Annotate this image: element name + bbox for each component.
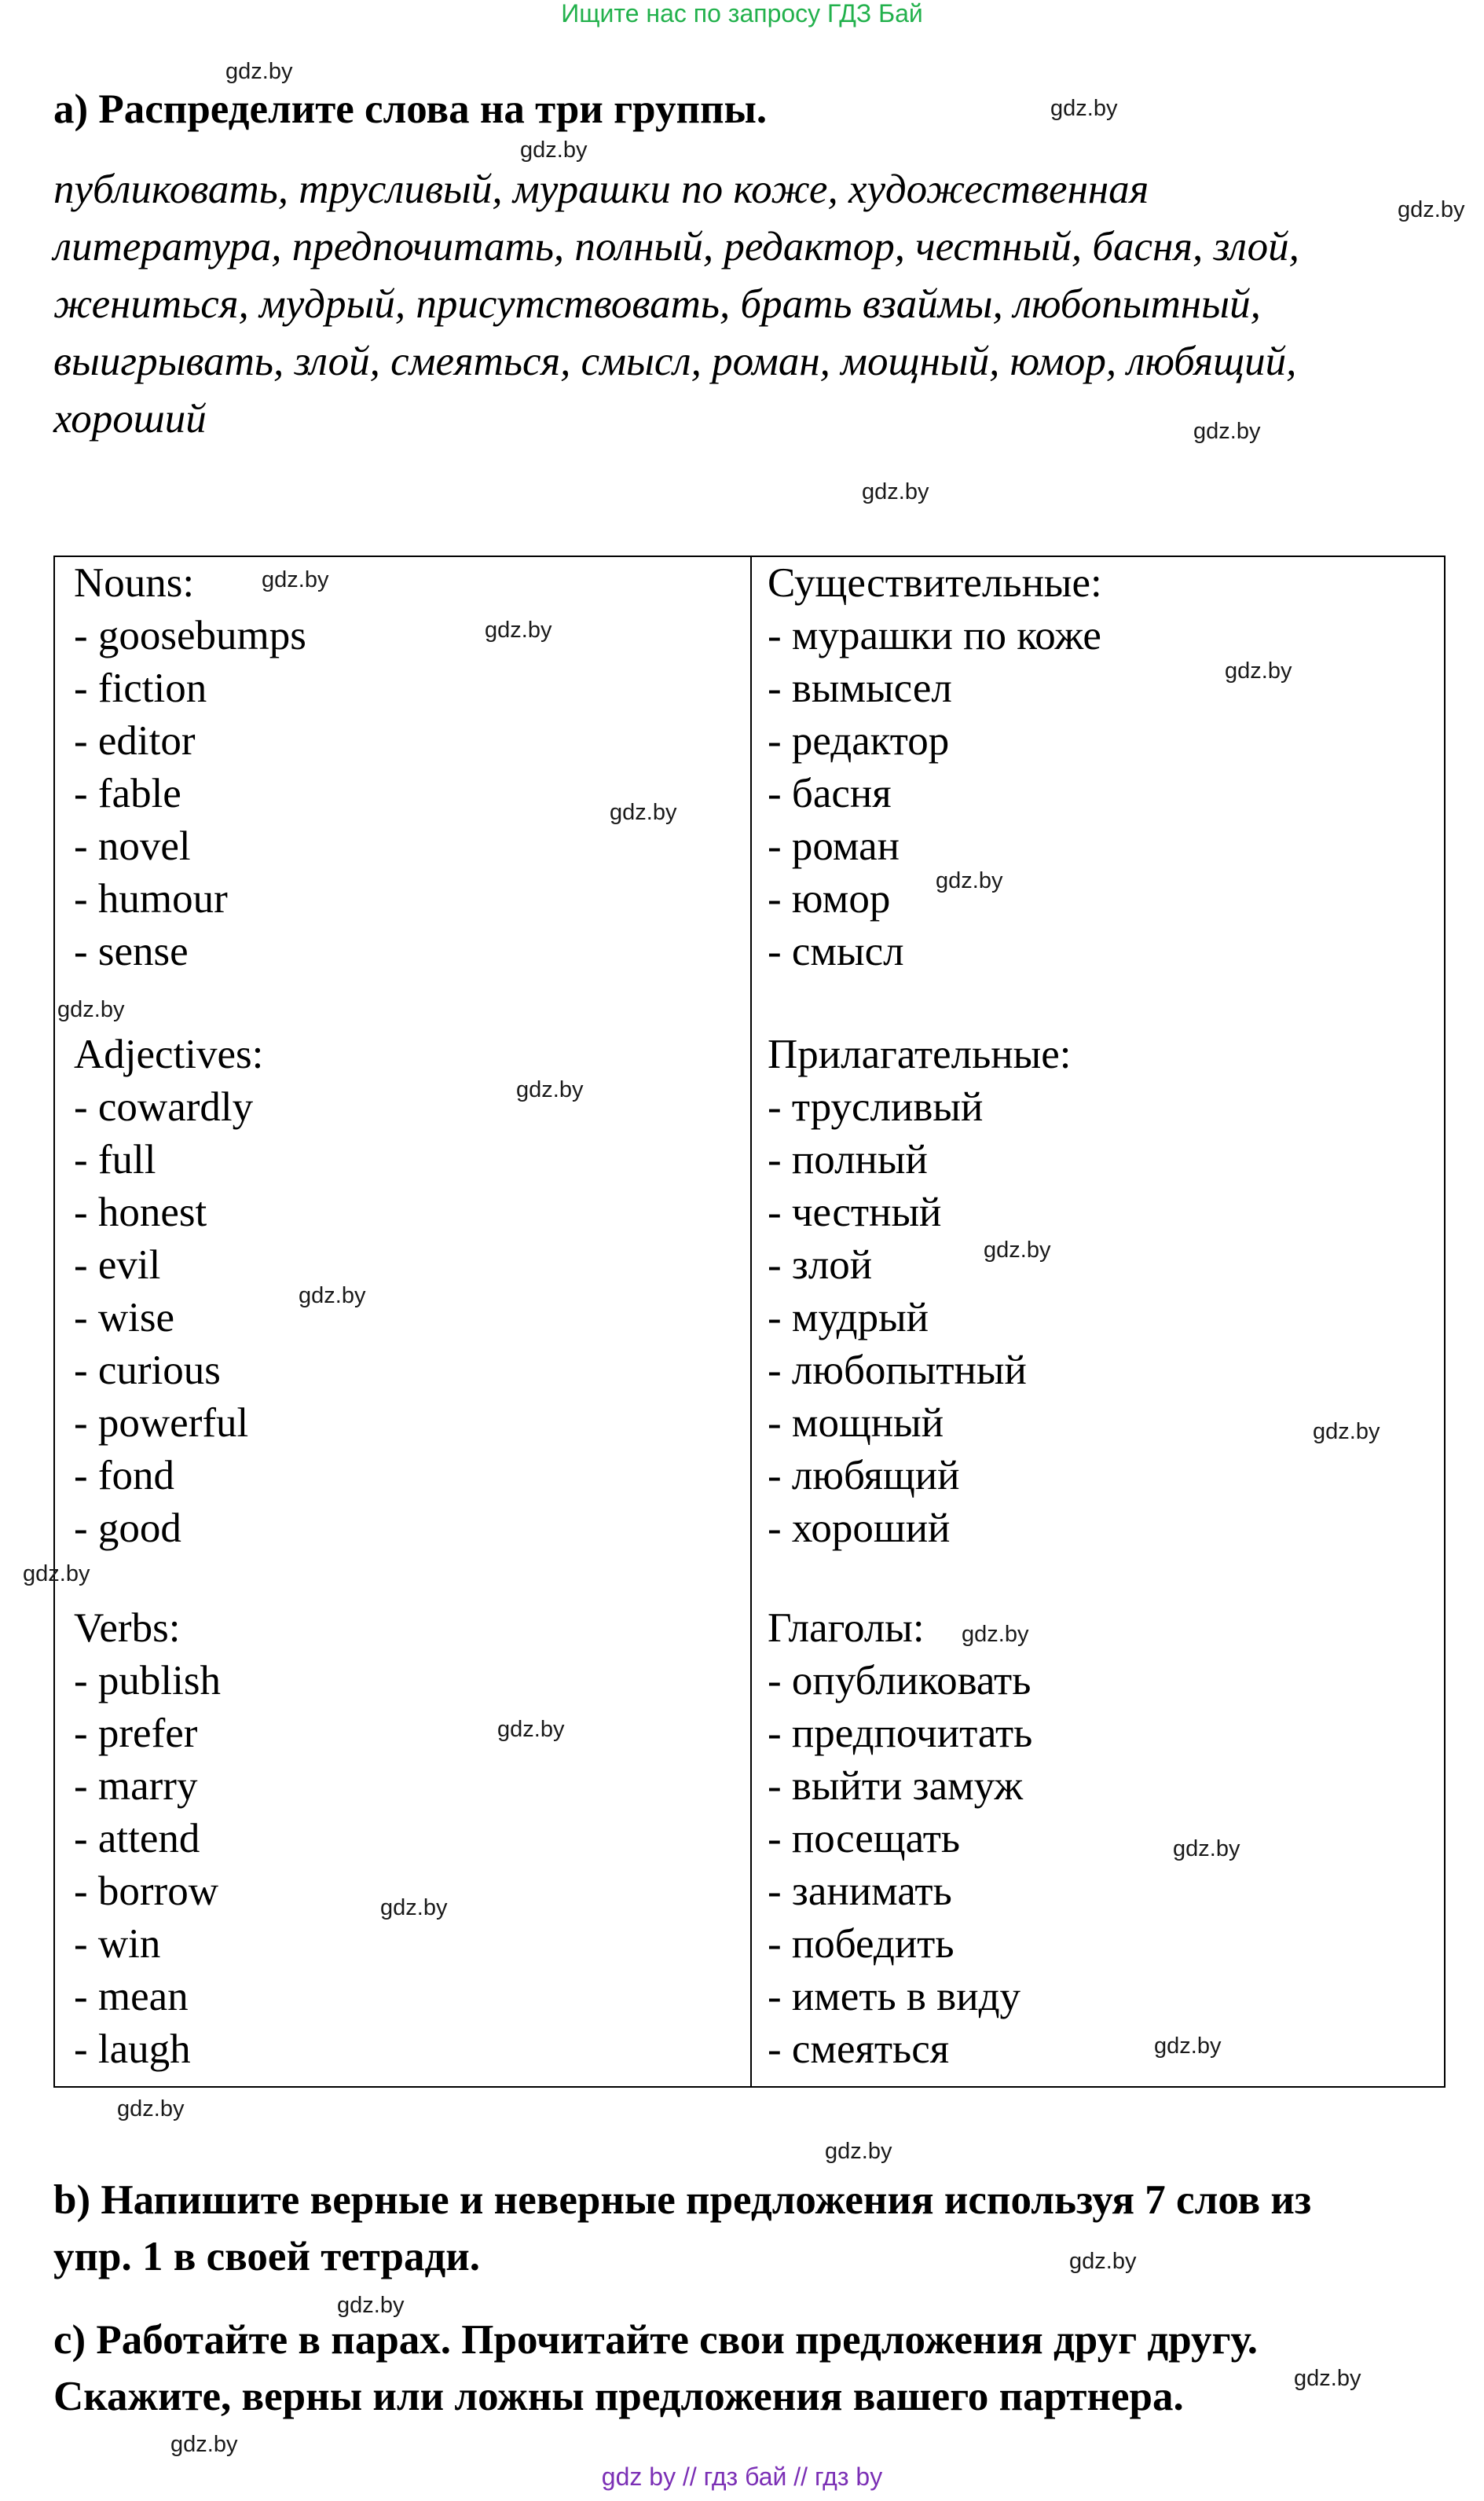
word-list-line: публиковать, трусливый, мурашки по коже, художественная xyxy=(53,167,1149,212)
bottom-banner[interactable]: gdz by // гдз бай // гдз by xyxy=(601,2462,883,2491)
word-list xyxy=(53,161,1444,448)
word-list-line: литература, предпочитать, полный, редактор, честный, басня, злой, xyxy=(53,224,1299,270)
watermark: gdz.by xyxy=(962,1622,1029,1647)
english-adjective: - evil xyxy=(74,1242,161,1288)
watermark: gdz.by xyxy=(862,479,929,504)
task-c-line-1: c) Работайте в парах. Прочитайте свои предложения друг другу. xyxy=(53,2317,1258,2363)
russian-noun: - редактор xyxy=(768,718,950,764)
russian-noun: - мурашки по коже xyxy=(768,613,1101,658)
watermark: gdz.by xyxy=(1154,2033,1222,2059)
english-noun: - goosebumps xyxy=(74,613,306,658)
english-verb: - marry xyxy=(74,1763,198,1809)
russian-verbs-group xyxy=(768,1602,1032,2076)
russian-verb: - посещать xyxy=(768,1816,961,1861)
english-adjectives-title: Adjectives: xyxy=(74,1032,264,1077)
watermark: gdz.by xyxy=(520,138,588,163)
watermark: gdz.by xyxy=(1313,1419,1380,1444)
english-verbs-title: Verbs: xyxy=(74,1605,181,1651)
watermark: gdz.by xyxy=(1173,1836,1240,1861)
watermark: gdz.by xyxy=(262,567,329,592)
russian-verb: - победить xyxy=(768,1921,955,1967)
watermark: gdz.by xyxy=(936,868,1003,893)
word-list-line: выигрывать, злой, смеяться, смысл, роман, мощный, юмор, любящий, xyxy=(53,339,1297,384)
russian-verb: - смеяться xyxy=(768,2026,950,2072)
word-list-line: жениться, мудрый, присутствовать, брать взаймы, любопытный, xyxy=(53,281,1261,327)
english-verb: - borrow xyxy=(74,1868,218,1914)
word-list-line: хороший xyxy=(53,396,207,442)
russian-verb: - опубликовать xyxy=(768,1658,1031,1703)
english-nouns-title: Nouns: xyxy=(74,560,195,606)
english-verb: - win xyxy=(74,1921,161,1967)
russian-adjective: - злой xyxy=(768,1242,873,1288)
russian-adjective: - любящий xyxy=(768,1453,960,1498)
watermark: gdz.by xyxy=(1294,2366,1361,2391)
english-noun: - novel xyxy=(74,823,191,869)
russian-adjective: - мудрый xyxy=(768,1295,929,1340)
task-b-line-1: b) Напишите верные и неверные предложения используя 7 слов из xyxy=(53,2177,1312,2223)
watermark: gdz.by xyxy=(1225,658,1292,684)
english-adjective: - powerful xyxy=(74,1400,249,1446)
english-verbs-group xyxy=(74,1602,221,2076)
english-adjective: - full xyxy=(74,1137,156,1183)
english-noun: - humour xyxy=(74,876,228,922)
russian-adjective: - любопытный xyxy=(768,1348,1027,1393)
russian-adjectives-group xyxy=(768,1029,1072,1555)
russian-adjective: - хороший xyxy=(768,1505,951,1551)
watermark: gdz.by xyxy=(170,2432,238,2457)
watermark: gdz.by xyxy=(1398,197,1465,222)
russian-verb: - предпочитать xyxy=(768,1711,1033,1756)
task-a-heading: a) Распределите слова на три группы. xyxy=(53,86,768,132)
watermark: gdz.by xyxy=(1069,2249,1137,2274)
watermark: gdz.by xyxy=(984,1238,1051,1263)
english-noun: - editor xyxy=(74,718,196,764)
english-noun: - fiction xyxy=(74,666,207,711)
english-verb: - prefer xyxy=(74,1711,198,1756)
russian-nouns-group xyxy=(768,557,1102,978)
task-c-line-2: Скажите, верны или ложны предложения вашего партнера. xyxy=(53,2374,1184,2419)
watermark: gdz.by xyxy=(497,1717,565,1742)
english-verb: - mean xyxy=(74,1974,189,2019)
watermark: gdz.by xyxy=(610,800,677,825)
watermark: gdz.by xyxy=(1193,419,1261,444)
russian-noun: - роман xyxy=(768,823,900,869)
english-noun: - sense xyxy=(74,929,189,974)
english-verb: - laugh xyxy=(74,2026,191,2072)
watermark: gdz.by xyxy=(337,2293,405,2318)
watermark: gdz.by xyxy=(299,1283,366,1308)
russian-verbs-title: Глаголы: xyxy=(768,1605,925,1651)
watermark: gdz.by xyxy=(57,997,125,1022)
russian-adjective: - трусливый xyxy=(768,1084,984,1130)
russian-verb: - выйти замуж xyxy=(768,1763,1024,1809)
english-verb: - attend xyxy=(74,1816,200,1861)
english-adjective: - fond xyxy=(74,1453,175,1498)
watermark: gdz.by xyxy=(516,1077,584,1102)
russian-adjectives-title: Прилагательные: xyxy=(768,1032,1072,1077)
watermark: gdz.by xyxy=(23,1561,90,1586)
russian-noun: - смысл xyxy=(768,929,904,974)
russian-noun: - басня xyxy=(768,771,892,816)
english-adjective: - wise xyxy=(74,1295,175,1340)
russian-noun: - вымысел xyxy=(768,666,952,711)
russian-nouns-title: Существительные: xyxy=(768,560,1102,606)
russian-verb: - иметь в виду xyxy=(768,1974,1021,2019)
watermark: gdz.by xyxy=(225,59,293,84)
english-adjective: - good xyxy=(74,1505,181,1551)
english-adjective: - honest xyxy=(74,1190,207,1235)
top-banner[interactable]: Ищите нас по запросу ГДЗ Бай xyxy=(561,0,923,28)
watermark: gdz.by xyxy=(825,2139,892,2164)
watermark: gdz.by xyxy=(380,1895,448,1920)
table-divider xyxy=(750,557,752,2086)
english-noun: - fable xyxy=(74,771,181,816)
watermark: gdz.by xyxy=(117,2096,185,2121)
watermark: gdz.by xyxy=(485,618,552,643)
english-adjective: - curious xyxy=(74,1348,221,1393)
english-adjective: - cowardly xyxy=(74,1084,254,1130)
russian-verb: - занимать xyxy=(768,1868,952,1914)
russian-adjective: - полный xyxy=(768,1137,928,1183)
english-adjectives-group xyxy=(74,1029,263,1555)
russian-adjective: - мощный xyxy=(768,1400,944,1446)
russian-noun: - юмор xyxy=(768,876,891,922)
english-verb: - publish xyxy=(74,1658,221,1703)
russian-adjective: - честный xyxy=(768,1190,942,1235)
english-nouns-group xyxy=(74,557,306,978)
task-b-line-2: упр. 1 в своей тетради. xyxy=(53,2234,481,2279)
watermark: gdz.by xyxy=(1050,96,1118,121)
